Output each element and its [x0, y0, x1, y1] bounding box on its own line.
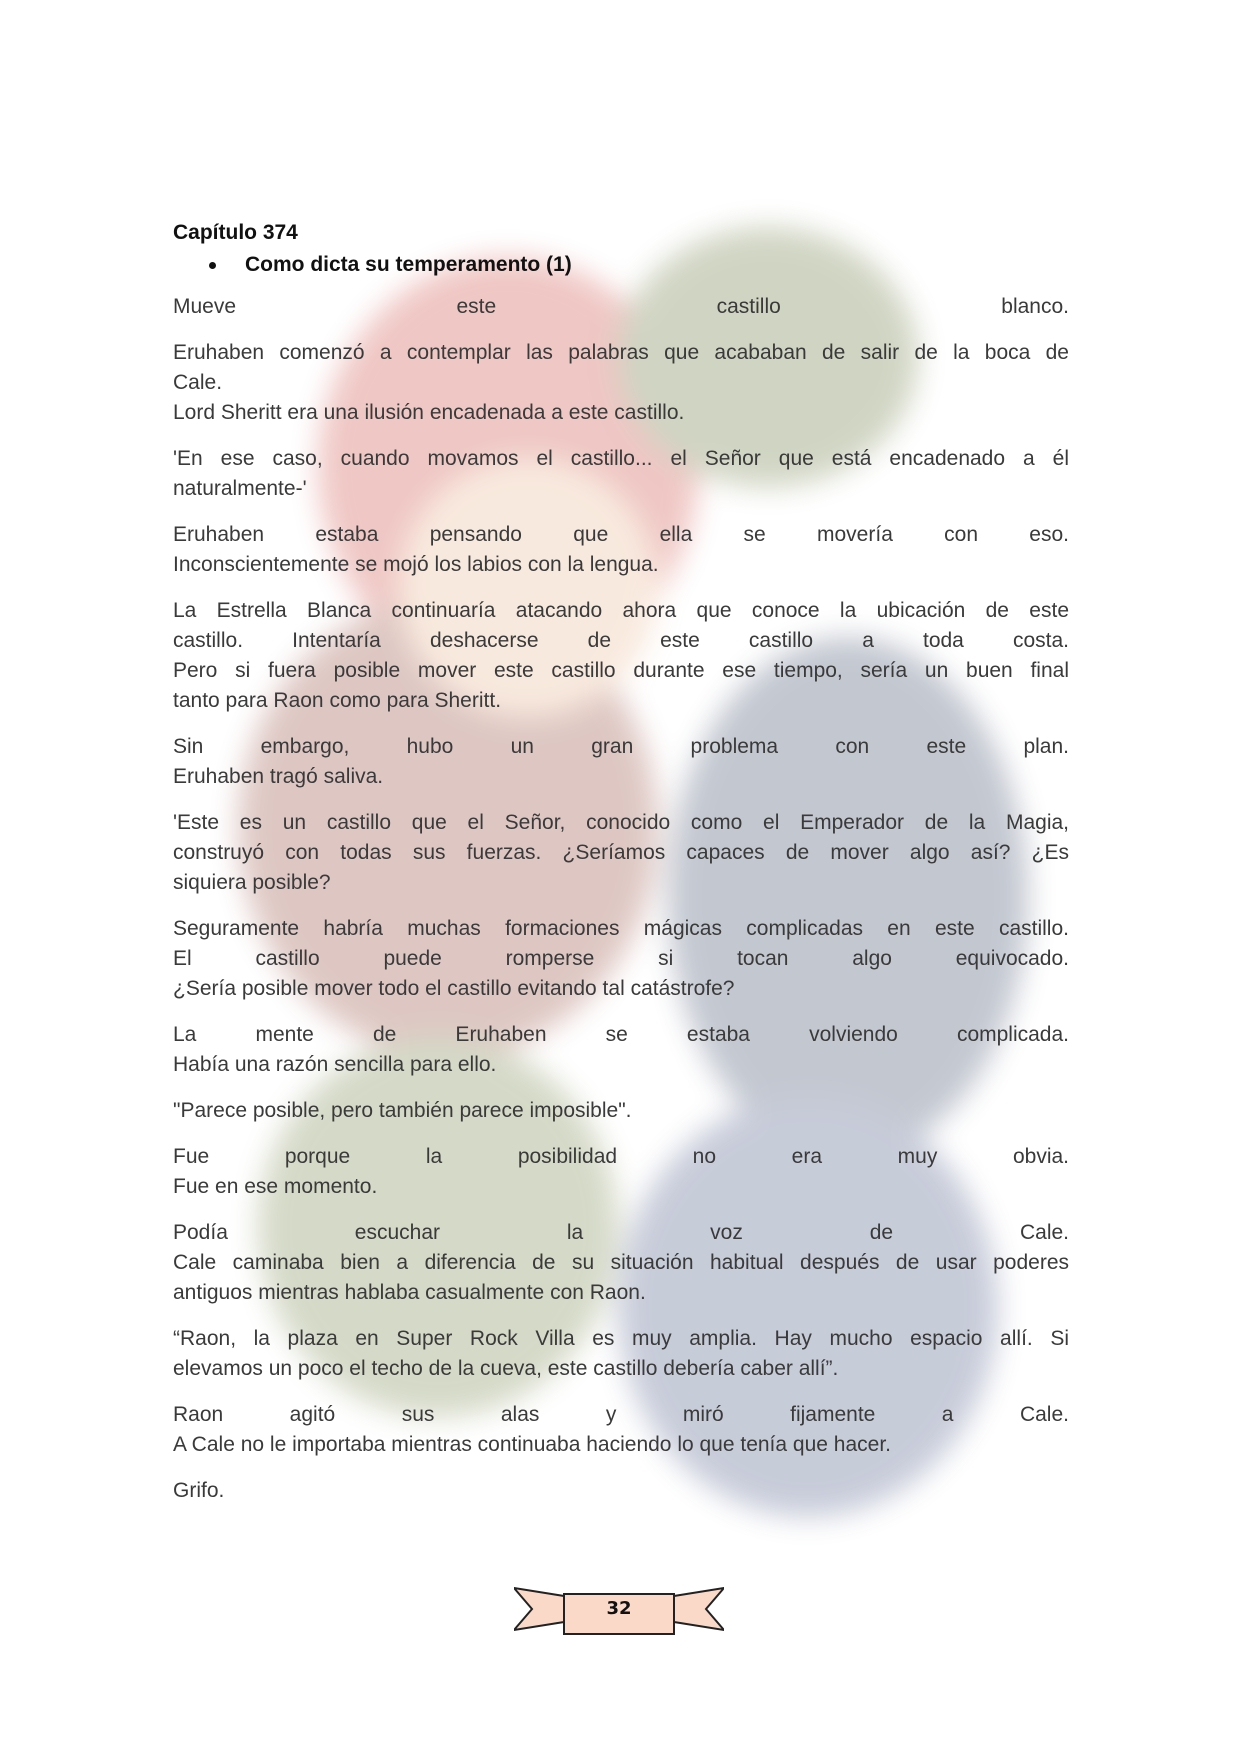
chapter-title: Capítulo 374 [173, 221, 298, 244]
text-line: elevamos un poco el techo de la cueva, este castillo debería caber allí”. [173, 1357, 839, 1380]
chapter-subtitle-text: Como dicta su temperamento (1) [245, 253, 572, 276]
text-line: Cale. [173, 371, 223, 394]
text-line: Podía escuchar la voz de Cale. [173, 1221, 1069, 1244]
bullet-icon [209, 262, 216, 269]
paragraph [173, 520, 1069, 580]
paragraph [173, 808, 1069, 898]
text-line: Fue porque la posibilidad no era muy obvia. [173, 1145, 1069, 1168]
paragraph [173, 1020, 1069, 1080]
chapter-subtitle [173, 250, 1069, 280]
paragraph-list [173, 292, 1069, 1506]
text-line: tanto para Raon como para Sheritt. [173, 689, 502, 712]
text-line: castillo. Intentaría deshacerse de este castillo a toda costa. [173, 629, 1069, 652]
text-line: La Estrella Blanca continuaría atacando ahora que conoce la ubicación de este [173, 599, 1069, 622]
page-number: 32 [606, 1598, 632, 1619]
text-line: “Raon, la plaza en Super Rock Villa es muy amplia. Hay mucho espacio allí. Si [173, 1327, 1069, 1350]
text-line: Eruhaben estaba pensando que ella se movería con eso. [173, 523, 1069, 546]
paragraph [173, 914, 1069, 1004]
paragraph [173, 596, 1069, 716]
text-line: Eruhaben tragó saliva. [173, 765, 384, 788]
page-number-badge [514, 1580, 724, 1642]
text-line: El castillo puede romperse si tocan algo equivocado. [173, 947, 1069, 970]
document-body [173, 218, 1069, 1522]
text-line: 'En ese caso, cuando movamos el castillo... el Señor que está encadenado a él [173, 447, 1069, 470]
text-line: Grifo. [173, 1479, 225, 1502]
text-line: Seguramente habría muchas formaciones mágicas complicadas en este castillo. [173, 917, 1069, 940]
text-line: Mueve este castillo blanco. [173, 295, 1069, 318]
paragraph [173, 338, 1069, 428]
paragraph [173, 1324, 1069, 1384]
text-line: ¿Sería posible mover todo el castillo evitando tal catástrofe? [173, 977, 735, 1000]
text-line: Lord Sheritt era una ilusión encadenada a este castillo. [173, 401, 685, 424]
paragraph [173, 444, 1069, 504]
text-line: "Parece posible, pero también parece imposible". [173, 1099, 632, 1122]
text-line: Fue en ese momento. [173, 1175, 378, 1198]
text-line: Cale caminaba bien a diferencia de su situación habitual después de usar poderes [173, 1251, 1069, 1274]
text-line: naturalmente-' [173, 477, 307, 500]
paragraph [173, 1476, 1069, 1506]
paragraph [173, 292, 1069, 322]
text-line: antiguos mientras hablaba casualmente con Raon. [173, 1281, 646, 1304]
text-line: Pero si fuera posible mover este castillo durante ese tiempo, sería un buen final [173, 659, 1069, 682]
paragraph [173, 1142, 1069, 1202]
text-line: Raon agitó sus alas y miró fijamente a Cale. [173, 1403, 1069, 1426]
text-line: siquiera posible? [173, 871, 331, 894]
text-line: Eruhaben comenzó a contemplar las palabras que acababan de salir de la boca de [173, 341, 1069, 364]
text-line: A Cale no le importaba mientras continuaba haciendo lo que tenía que hacer. [173, 1433, 891, 1456]
text-line: construyó con todas sus fuerzas. ¿Seríamos capaces de mover algo así? ¿Es [173, 841, 1069, 864]
text-line: La mente de Eruhaben se estaba volviendo complicada. [173, 1023, 1069, 1046]
paragraph [173, 1400, 1069, 1460]
text-line: Inconscientemente se mojó los labios con la lengua. [173, 553, 659, 576]
text-line: 'Este es un castillo que el Señor, conocido como el Emperador de la Magia, [173, 811, 1069, 834]
text-line: Había una razón sencilla para ello. [173, 1053, 497, 1076]
text-line: Sin embargo, hubo un gran problema con este plan. [173, 735, 1069, 758]
paragraph [173, 1096, 1069, 1126]
paragraph [173, 732, 1069, 792]
paragraph [173, 1218, 1069, 1308]
